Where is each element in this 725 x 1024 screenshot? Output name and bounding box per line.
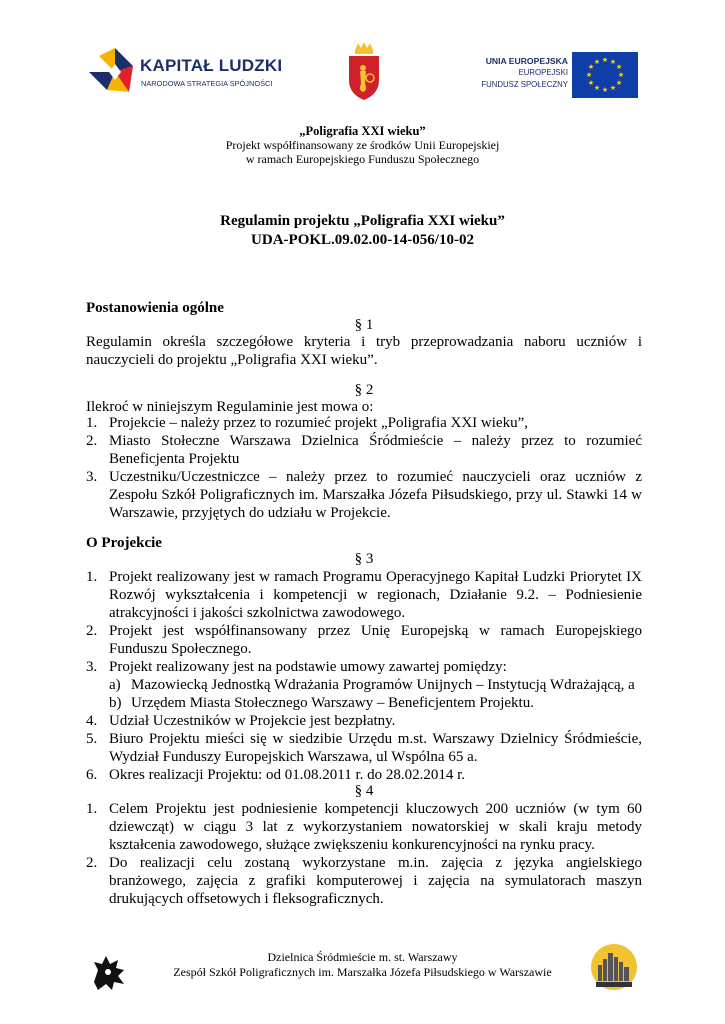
kapital-ludzki-star-icon [85, 42, 139, 102]
list-item: 2. Projekt jest współfinansowany przez Unię Europejską w ramach Europejskiego Funduszu Społecznego. [86, 623, 642, 657]
svg-text:★: ★ [587, 63, 595, 71]
project-info-list [86, 568, 642, 784]
eu-label: UNIA EUROPEJSKA [485, 56, 568, 66]
eu-efs-logo [470, 52, 638, 100]
kapital-ludzki-title: KAPITAŁ LUDZKI [140, 56, 283, 75]
document-title: Regulamin projektu „Poligrafia XXI wieku” [220, 213, 505, 229]
footer-line-2: Zespół Szkół Poligraficznych im. Marszałka Józefa Piłsudskiego w Warszawie [173, 965, 552, 979]
parties-sublist [109, 676, 642, 712]
list-item: 2. Do realizacji celu zostaną wykorzystane m.in. zajęcia z języka angielskiego branżowego, zajęcia z grafiki komputerowej i zajęcia na symulatorach maszyn drukujących offsetowych i fleksograficznych. [86, 855, 642, 907]
list-item: 5. Biuro Projektu mieści się w siedzibie Urzędu m.st. Warszawy Dzielnicy Śródmieście, Wydział Funduszy Europejskich Warszawa, ul Wspólna 65 a. [86, 731, 642, 765]
svg-text:★: ★ [585, 71, 593, 79]
svg-text:★: ★ [615, 79, 623, 87]
section-heading-general: Postanowienia ogólne [86, 300, 224, 316]
paragraph-2-intro: Ilekroć w niniejszym Regulaminie jest mowa o: [86, 399, 374, 415]
srodmiescie-skyline-logo-icon [590, 943, 638, 993]
footer-line-1: Dzielnica Śródmieście m. st. Warszawy [267, 950, 458, 964]
eu-flag-icon [572, 52, 638, 98]
cofinancing-line-2: w ramach Europejskiego Funduszu Społecznego [245, 152, 480, 166]
efs-label-2: FUNDUSZ SPOŁECZNY [481, 80, 568, 89]
griffin-crest-icon [88, 952, 130, 994]
paragraph-sign-3: § 3 [354, 551, 374, 567]
svg-text:★: ★ [593, 58, 601, 66]
svg-text:★: ★ [609, 84, 617, 92]
paragraph-1-text: Regulamin określa szczegółowe kryteria i tryb przeprowadzania naboru uczniów i nauczycieli do projektu „Poligrafia XXI wieku”. [86, 334, 642, 368]
svg-text:★: ★ [615, 63, 623, 71]
sublist-item: a) Mazowiecką Jednostką Wdrażania Programów Unijnych – Instytucją Wdrażającą, a [109, 677, 635, 693]
list-item: 3. Projekt realizowany jest na podstawie umowy zawartej pomiędzy: a) Mazowiecką Jednostką Wdrażania Programów Unijnych – Instytucją Wdrażającą, a b) Urzędem Miasta Stołecznego Warszawy – Beneficjentem Projektu. [86, 658, 642, 712]
svg-text:★: ★ [601, 56, 609, 64]
cofinancing-line-1: Projekt współfinansowany ze środków Unii Europejskiej [225, 138, 500, 152]
paragraph-sign-2: § 2 [354, 382, 374, 398]
document-code: UDA-POKL.09.02.00-14-056/10-02 [251, 232, 474, 248]
paragraph-sign-4: § 4 [354, 783, 374, 799]
list-item: 3. Uczestniku/Uczestniczce – należy przez to rozumieć nauczycieli oraz uczniów z Zespołu Szkół Poligraficznych im. Marszałka Józefa Piłsudskiego, przy ul. Stawki 14 w Warszawie, przyjętych do udziału w Projekcie. [86, 469, 642, 521]
section-heading-project: O Projekcie [86, 535, 162, 551]
kapital-ludzki-subtitle: NARODOWA STRATEGIA SPÓJNOŚCI [141, 79, 273, 88]
list-item: 1. Projekcie – należy przez to rozumieć projekt „Poligrafia XXI wieku”, [86, 415, 528, 431]
list-item: 1. Celem Projektu jest podniesienie kompetencji kluczowych 200 uczniów (w tym 60 dziewcząt) w ciągu 3 lat z wykorzystaniem nowatorskiej w skali kraju metody kształcenia zawodowego, służące zwiększeniu konkurencyjności na rynku pracy. [86, 801, 642, 853]
svg-text:★: ★ [601, 86, 609, 94]
kapital-ludzki-logo [85, 42, 295, 102]
paragraph-sign-1: § 1 [354, 317, 374, 333]
list-item: 6. Okres realizacji Projektu: od 01.08.2011 r. do 28.02.2014 r. [86, 767, 466, 783]
svg-text:★: ★ [587, 79, 595, 87]
sublist-item: b) Urzędem Miasta Stołecznego Warszawy – Beneficjentem Projektu. [109, 695, 534, 711]
warsaw-crest-icon [346, 40, 382, 102]
svg-text:★: ★ [593, 84, 601, 92]
svg-text:★: ★ [617, 71, 625, 79]
svg-text:★: ★ [609, 58, 617, 66]
list-item: 4. Udział Uczestników w Projekcie jest bezpłatny. [86, 713, 396, 729]
list-item: 2. Miasto Stołeczne Warszawa Dzielnica Śródmieście – należy przez to rozumieć Beneficjenta Projektu [86, 433, 642, 467]
definitions-list [86, 414, 642, 522]
project-name: „Poligrafia XXI wieku” [299, 124, 426, 138]
project-goals-list [86, 800, 642, 908]
efs-label-1: EUROPEJSKI [518, 68, 568, 77]
list-item: 1. Projekt realizowany jest w ramach Programu Operacyjnego Kapitał Ludzki Priorytet IX Rozwój wykształcenia i kompetencji w regionach, Działanie 9.2. – Podniesienie atrakcyjności i jakości szkolnictwa zawodowego. [86, 569, 642, 621]
